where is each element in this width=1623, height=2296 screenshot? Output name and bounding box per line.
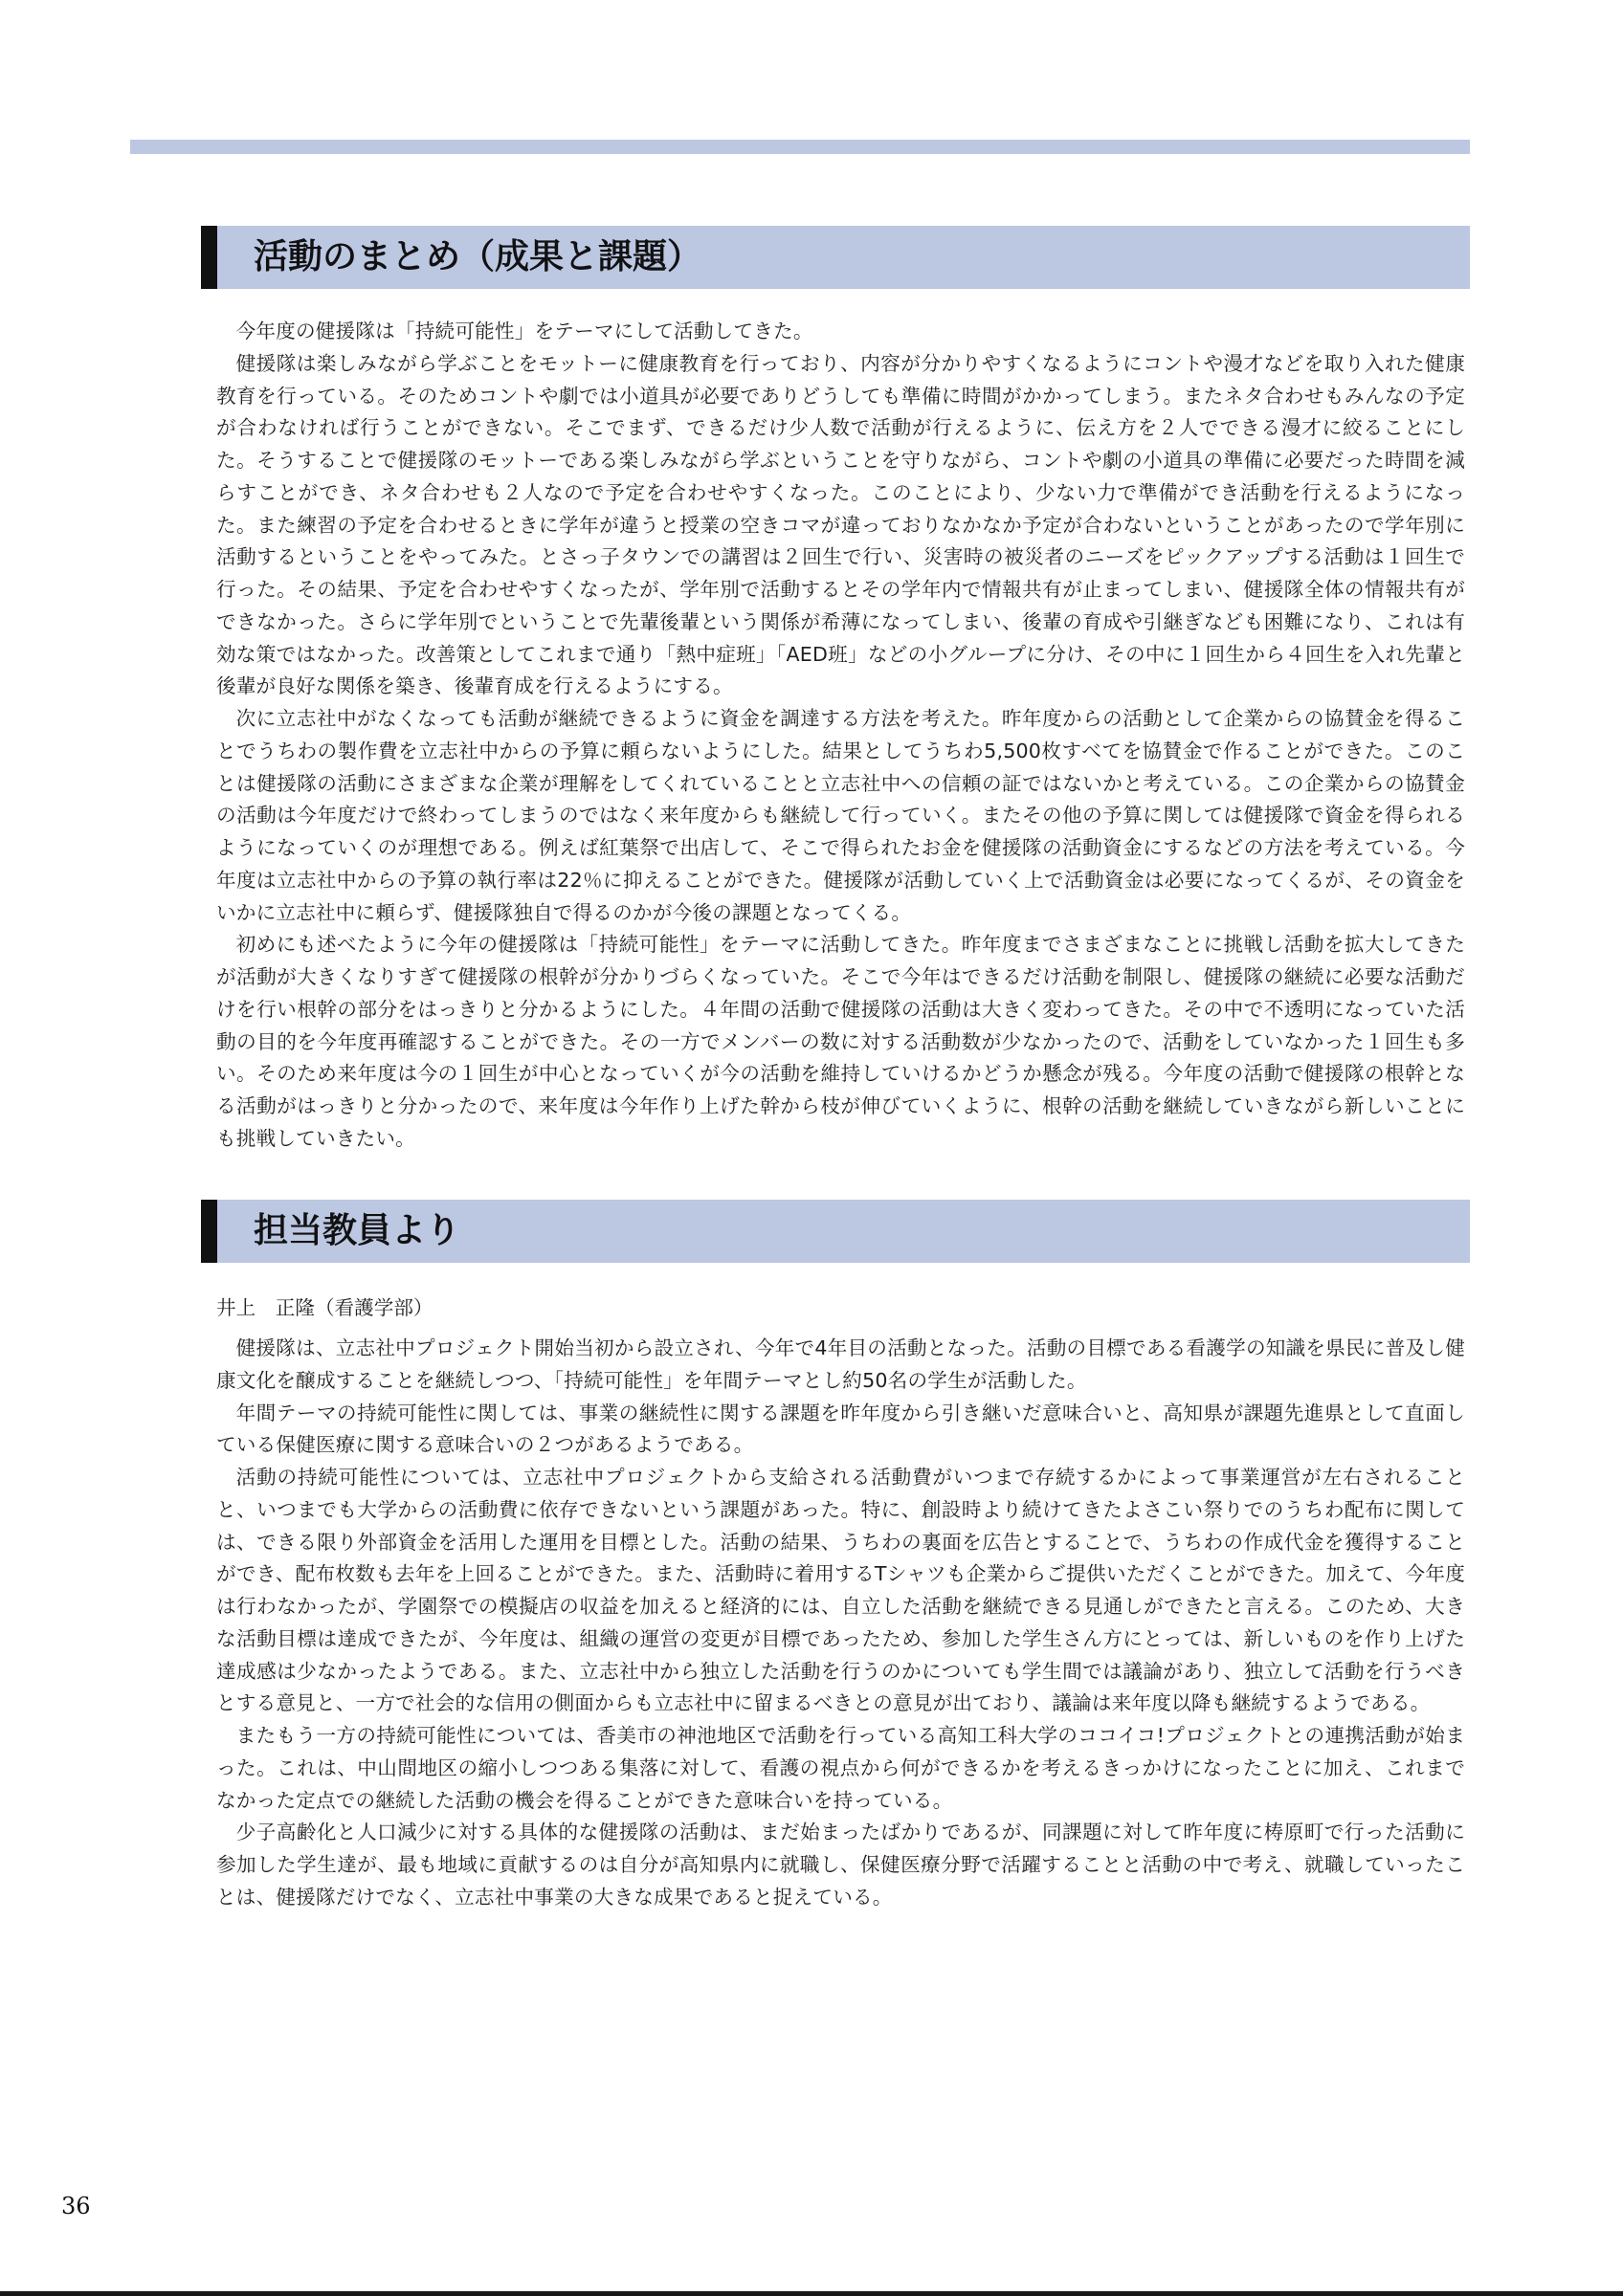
paragraph: 健援隊は楽しみながら学ぶことをモットーに健康教育を行っており、内容が分かりやすくなるようにコントや漫才などを取り入れた健康教育を行っている。そのためコントや劇では小道具が必要でありどうしても準備に時間がかかってしまう。またネタ合わせもみんなの予定が合わなければ行うことができない。そこでまず、できるだけ少人数で活動が行えるように、伝え方を２人でできる漫才に絞ることにした。そうすることで健援隊のモットーである楽しみながら学ぶということを守りながら、コントや劇の小道具の準備に必要だった時間を減らすことができ、ネタ合わせも２人なので予定を合わせやすくなった。このことにより、少ない力で準備ができ活動を行えるようになった。また練習の予定を合わせるときに学年が違うと授業の空きコマが違っておりなかなか予定が合わないということがあったので学年別に活動するということをやってみた。とさっ子タウンでの講習は２回生で行い、災害時の被災者のニーズをピックアップする活動は１回生で行った。その結果、予定を合わせやすくなったが、学年別で活動するとその学年内で情報共有が止まってしまい、健援隊全体の情報共有ができなかった。さらに学年別でということで先輩後輩という関係が希薄になってしまい、後輩の育成や引継ぎなども困難になり、これは有効な策ではなかった。改善策としてこれまで通り「熱中症班」「AED班」などの小グループに分け、その中に１回生から４回生を入れ先輩と後輩が良好な関係を築き、後輩育成を行えるようにする。: [216, 351, 1465, 698]
paragraph: 活動の持続可能性については、立志社中プロジェクトから支給される活動費がいつまで存続するかによって事業運営が左右されることと、いつまでも大学からの活動費に依存できないという課題があった。特に、創設時より続けてきたよさこい祭りでのうちわ配布に関しては、できる限り外部資金を活用した運用を目標とした。活動の結果、うちわの裏面を広告とすることで、うちわの作成代金を獲得することができ、配布枚数も去年を上回ることができた。また、活動時に着用するTシャツも企業からご提供いただくことができた。加えて、今年度は行わなかったが、学園祭での模擬店の収益を加えると経済的には、自立した活動を継続できる見通しができたと言える。このため、大きな活動目標は達成できたが、今年度は、組織の運営の変更が目標であったため、参加した学生さん方にとっては、新しいものを作り上げた達成感は少なかったようである。また、立志社中から独立した活動を行うのかについても学生間では議論があり、独立して活動を行うべきとする意見と、一方で社会的な信用の側面からも立志社中に留まるべきとの意見が出ており、議論は来年度以降も継続するようである。: [216, 1466, 1465, 1715]
paragraph: 健援隊は、立志社中プロジェクト開始当初から設立され、今年で4年目の活動となった。活動の目標である看護学の知識を県民に普及し健康文化を醸成することを継続しつつ、「持続可能性」を年間テーマとし約50名の学生が活動した。: [216, 1336, 1465, 1392]
paragraph: またもう一方の持続可能性については、香美市の神池地区で活動を行っている高知工科大学のココイコ!プロジェクトとの連携活動が始まった。これは、中山間地区の縮小しつつある集落に対して、看護の視点から何ができるかを考えるきっかけになったことに加え、これまでなかった定点での継続した活動の機会を得ることができた意味合いを持っている。: [216, 1724, 1465, 1812]
page-number: 36: [61, 2193, 91, 2219]
header-rule: [130, 140, 1470, 154]
paragraph: 次に立志社中がなくなっても活動が継続できるように資金を調達する方法を考えた。昨年度からの活動として企業からの協賛金を得ることでうちわの製作費を立志社中からの予算に頼らないようにした。結果としてうちわ5,500枚すべてを協賛金で作ることができた。このことは健援隊の活動にさまざまな企業が理解をしてくれていることと立志社中への信頼の証ではないかと考えている。この企業からの協賛金の活動は今年度だけで終わってしまうのではなく来年度からも継続して行っていく。またその他の予算に関しては健援隊で資金を得られるようになっていくのが理想である。例えば紅葉祭で出店して、そこで得られたお金を健援隊の活動資金にするなどの方法を考えている。今年度は立志社中からの予算の執行率は22％に抑えることができた。健援隊が活動していく上で活動資金は必要になってくるが、その資金をいかに立志社中に頼らず、健援隊独自で得るのかが今後の課題となってくる。: [216, 707, 1465, 924]
section-heading-teacher: 担当教員より: [201, 1200, 1470, 1263]
paragraph: 今年度の健援隊は「持続可能性」をテーマにして活動してきた。: [235, 320, 813, 342]
author-line: 井上 正隆（看護学部）: [216, 1296, 434, 1319]
paragraph: 少子高齢化と人口減少に対する具体的な健援隊の活動は、まだ始まったばかりであるが、同課題に対して昨年度に梼原町で行った活動に参加した学生達が、最も地域に貢献するのは自分が高知県内に就職し、保健医療分野で活躍することと活動の中で考え、就職していったことは、健援隊だけでなく、立志社中事業の大きな成果であると捉えている。: [216, 1821, 1465, 1909]
footer-rule: [0, 2291, 1623, 2296]
paragraph: 年間テーマの持続可能性に関しては、事業の継続性に関する課題を昨年度から引き継いだ意味合いと、高知県が課題先進県として直面している保健医療に関する意味合いの２つがあるようである。: [216, 1401, 1465, 1457]
section-heading-summary: 活動のまとめ（成果と課題）: [201, 226, 1470, 289]
summary-body: [216, 316, 1465, 1156]
teacher-body: [216, 1333, 1465, 1914]
paragraph: 初めにも述べたように今年の健援隊は「持続可能性」をテーマに活動してきた。昨年度までさまざまなことに挑戦し活動を拡大してきたが活動が大きくなりすぎて健援隊の根幹が分かりづらくなっていた。そこで今年はできるだけ活動を制限し、健援隊の継続に必要な活動だけを行い根幹の部分をはっきりと分かるようにした。４年間の活動で健援隊の活動は大きく変わってきた。その中で不透明になっていた活動の目的を今年度再確認することができた。その一方でメンバーの数に対する活動数が少なかったので、活動をしていなかった１回生も多い。そのため来年度は今の１回生が中心となっていくが今の活動を維持していけるかどうか懸念が残る。今年度の活動で健援隊の根幹となる活動がはっきりと分かったので、来年度は今年作り上げた幹から枝が伸びていくように、根幹の活動を継続していきながら新しいことにも挑戦していきたい。: [216, 933, 1465, 1150]
